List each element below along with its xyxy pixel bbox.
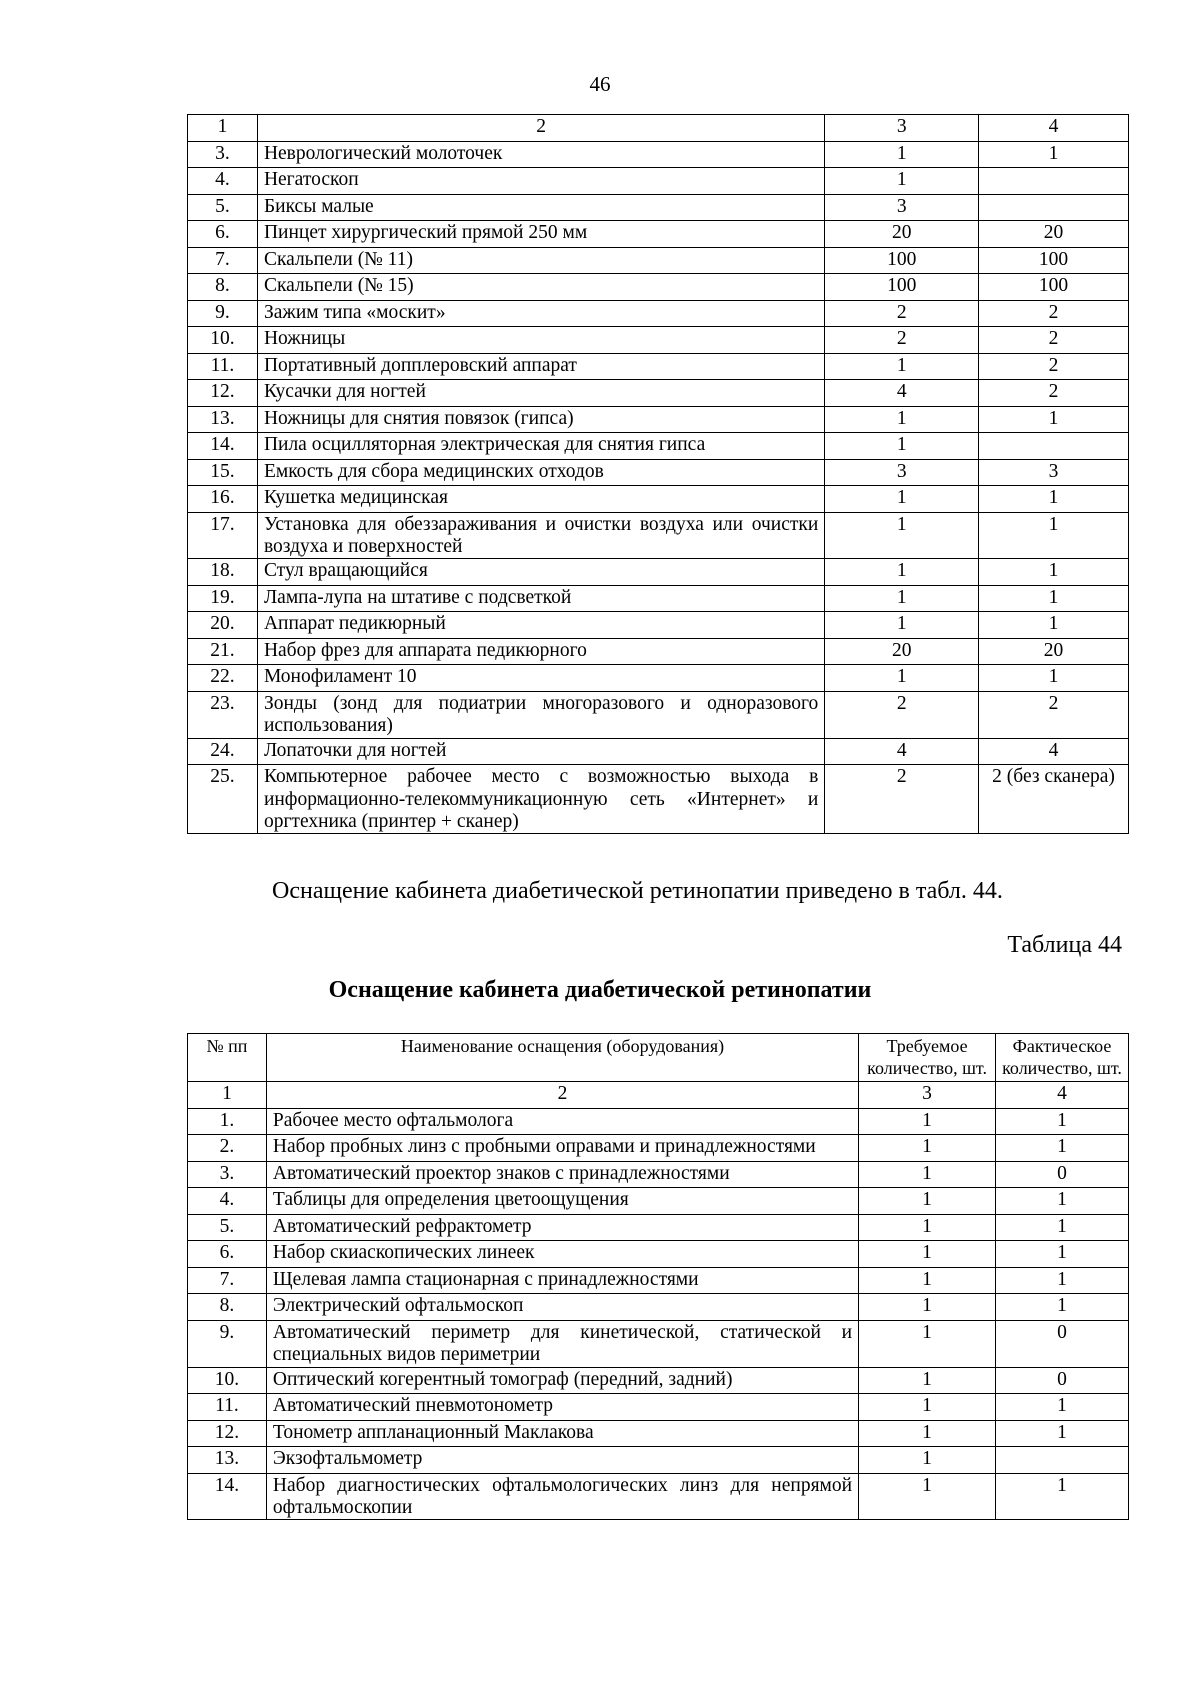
table-row <box>188 274 1129 301</box>
table-row <box>188 1473 1129 1520</box>
row-name: Пила осцилляторная электрическая для снятия гипса <box>257 433 824 460</box>
row-actual: 4 <box>979 738 1129 765</box>
table-row <box>188 738 1129 765</box>
row-number: 11. <box>188 1394 267 1421</box>
row-name: Автоматический рефрактометр <box>266 1214 858 1241</box>
table-row <box>188 300 1129 327</box>
row-required: 2 <box>825 765 979 834</box>
row-number: 13. <box>188 1447 267 1474</box>
row-number: 21. <box>188 638 258 665</box>
row-number: 14. <box>188 433 258 460</box>
row-required: 1 <box>825 406 979 433</box>
table-row <box>188 459 1129 486</box>
row-number: 7. <box>188 247 258 274</box>
page-number: 46 <box>589 72 611 96</box>
table-row <box>188 1188 1129 1215</box>
table-row <box>188 691 1129 738</box>
column-number: 2 <box>266 1082 858 1109</box>
row-required: 1 <box>859 1135 996 1162</box>
row-required: 1 <box>825 168 979 195</box>
row-name: Монофиламент 10 <box>257 665 824 692</box>
header-name: Наименование оснащения (оборудования) <box>266 1034 858 1082</box>
row-name: Кушетка медицинская <box>257 486 824 513</box>
header-number: № пп <box>188 1034 267 1082</box>
row-number: 2. <box>188 1135 267 1162</box>
row-actual: 2 <box>979 380 1129 407</box>
row-name: Лампа-лупа на штативе с подсветкой <box>257 585 824 612</box>
row-number: 12. <box>188 380 258 407</box>
row-required: 1 <box>859 1294 996 1321</box>
table-row <box>188 1320 1129 1367</box>
row-actual: 1 <box>979 406 1129 433</box>
table-row <box>188 247 1129 274</box>
header-actual: Фактическое количество, шт. <box>996 1034 1129 1082</box>
intro-paragraph: Оснащение кабинета диабетической ретинопатии приведено в табл. 44. <box>272 878 1003 904</box>
row-number: 25. <box>188 765 258 834</box>
table-row <box>188 559 1129 586</box>
row-number: 5. <box>188 194 258 221</box>
row-number: 14. <box>188 1473 267 1520</box>
row-actual: 1 <box>996 1214 1129 1241</box>
row-required: 1 <box>825 486 979 513</box>
row-required: 4 <box>825 738 979 765</box>
row-number: 10. <box>188 327 258 354</box>
row-name: Скальпели (№ 11) <box>257 247 824 274</box>
table-row <box>188 194 1129 221</box>
table-row <box>188 512 1129 559</box>
row-required: 1 <box>825 612 979 639</box>
column-number-row <box>188 115 1129 142</box>
row-actual: 20 <box>979 638 1129 665</box>
table-row <box>188 765 1129 834</box>
row-required: 1 <box>825 433 979 460</box>
row-required: 1 <box>859 1394 996 1421</box>
row-name: Аппарат педикюрный <box>257 612 824 639</box>
table-row <box>188 353 1129 380</box>
row-number: 3. <box>188 1161 267 1188</box>
row-name: Стул вращающийся <box>257 559 824 586</box>
header-row <box>188 1034 1129 1082</box>
row-required: 2 <box>825 691 979 738</box>
row-name: Установка для обеззараживания и очистки воздуха или очистки воздуха и поверхностей <box>257 512 824 559</box>
row-number: 13. <box>188 406 258 433</box>
row-required: 1 <box>825 141 979 168</box>
row-required: 1 <box>825 665 979 692</box>
row-name: Набор фрез для аппарата педикюрного <box>257 638 824 665</box>
row-actual: 1 <box>996 1188 1129 1215</box>
row-actual: 2 <box>979 300 1129 327</box>
row-number: 5. <box>188 1214 267 1241</box>
row-number: 16. <box>188 486 258 513</box>
row-actual: 0 <box>996 1367 1129 1394</box>
table-row <box>188 638 1129 665</box>
row-name: Щелевая лампа стационарная с принадлежностями <box>266 1267 858 1294</box>
column-number: 1 <box>188 1082 267 1109</box>
row-name: Негатоскоп <box>257 168 824 195</box>
row-actual: 3 <box>979 459 1129 486</box>
table-row <box>188 406 1129 433</box>
row-number: 8. <box>188 274 258 301</box>
row-actual: 2 (без сканера) <box>979 765 1129 834</box>
row-required: 1 <box>859 1161 996 1188</box>
row-name: Таблицы для определения цветоощущения <box>266 1188 858 1215</box>
row-number: 1. <box>188 1108 267 1135</box>
row-number: 6. <box>188 221 258 248</box>
row-name: Неврологический молоточек <box>257 141 824 168</box>
row-actual <box>979 168 1129 195</box>
row-number: 23. <box>188 691 258 738</box>
row-required: 1 <box>859 1267 996 1294</box>
row-number: 11. <box>188 353 258 380</box>
row-number: 7. <box>188 1267 267 1294</box>
row-required: 1 <box>859 1214 996 1241</box>
row-actual: 0 <box>996 1320 1129 1367</box>
row-name: Автоматический пневмотонометр <box>266 1394 858 1421</box>
row-actual: 2 <box>979 691 1129 738</box>
row-name: Кусачки для ногтей <box>257 380 824 407</box>
column-number: 1 <box>188 115 258 142</box>
row-number: 6. <box>188 1241 267 1268</box>
table-row <box>188 1294 1129 1321</box>
row-actual: 1 <box>979 665 1129 692</box>
row-required: 1 <box>825 353 979 380</box>
row-number: 10. <box>188 1367 267 1394</box>
row-actual <box>979 433 1129 460</box>
row-number: 4. <box>188 1188 267 1215</box>
row-required: 20 <box>825 221 979 248</box>
row-name: Ножницы <box>257 327 824 354</box>
row-required: 1 <box>825 512 979 559</box>
column-number: 4 <box>996 1082 1129 1109</box>
row-number: 19. <box>188 585 258 612</box>
column-number: 2 <box>257 115 824 142</box>
row-number: 15. <box>188 459 258 486</box>
row-name: Набор пробных линз с пробными оправами и принадлежностями <box>266 1135 858 1162</box>
row-name: Ножницы для снятия повязок (гипса) <box>257 406 824 433</box>
row-number: 3. <box>188 141 258 168</box>
row-name: Зонды (зонд для подиатрии многоразового и одноразового использования) <box>257 691 824 738</box>
row-actual: 1 <box>979 585 1129 612</box>
row-actual: 1 <box>979 486 1129 513</box>
table-title: Оснащение кабинета диабетической ретинопатии <box>328 977 872 1003</box>
row-required: 20 <box>825 638 979 665</box>
row-name: Портативный допплеровский аппарат <box>257 353 824 380</box>
row-name: Тонометр аппланационный Маклакова <box>266 1420 858 1447</box>
row-required: 2 <box>825 300 979 327</box>
table-row <box>188 612 1129 639</box>
row-name: Набор диагностических офтальмологических линз для непрямой офтальмоскопии <box>266 1473 858 1520</box>
row-name: Зажим типа «москит» <box>257 300 824 327</box>
row-actual <box>996 1447 1129 1474</box>
row-name: Пинцет хирургический прямой 250 мм <box>257 221 824 248</box>
row-name: Автоматический проектор знаков с принадлежностями <box>266 1161 858 1188</box>
row-number: 17. <box>188 512 258 559</box>
row-required: 3 <box>825 194 979 221</box>
row-actual: 1 <box>996 1267 1129 1294</box>
row-actual: 1 <box>996 1473 1129 1520</box>
table-caption: Таблица 44 <box>1007 932 1122 958</box>
row-required: 3 <box>825 459 979 486</box>
table-row <box>188 1447 1129 1474</box>
table-row <box>188 433 1129 460</box>
table-row <box>188 665 1129 692</box>
table-row <box>188 141 1129 168</box>
row-number: 22. <box>188 665 258 692</box>
table-row <box>188 1161 1129 1188</box>
equipment-table-continued <box>187 114 1129 834</box>
row-required: 1 <box>859 1320 996 1367</box>
row-actual: 1 <box>996 1135 1129 1162</box>
row-actual: 1 <box>996 1394 1129 1421</box>
table-row <box>188 585 1129 612</box>
row-actual: 0 <box>996 1161 1129 1188</box>
row-number: 8. <box>188 1294 267 1321</box>
row-number: 18. <box>188 559 258 586</box>
column-number: 3 <box>859 1082 996 1109</box>
row-number: 20. <box>188 612 258 639</box>
row-required: 100 <box>825 274 979 301</box>
row-name: Компьютерное рабочее место с возможностью выхода в информационно-телекоммуникационную сеть «Интернет» и оргтехника (принтер + сканер) <box>257 765 824 834</box>
row-required: 2 <box>825 327 979 354</box>
row-required: 100 <box>825 247 979 274</box>
row-actual: 1 <box>996 1241 1129 1268</box>
row-actual: 1 <box>979 559 1129 586</box>
row-required: 1 <box>859 1367 996 1394</box>
column-number-row <box>188 1082 1129 1109</box>
retinopathy-equipment-table <box>187 1033 1129 1520</box>
header-required: Требуемое количество, шт. <box>859 1034 996 1082</box>
table-row <box>188 168 1129 195</box>
row-name: Скальпели (№ 15) <box>257 274 824 301</box>
table-row <box>188 327 1129 354</box>
row-name: Оптический когерентный томограф (передний, задний) <box>266 1367 858 1394</box>
table-row <box>188 1108 1129 1135</box>
row-required: 1 <box>859 1447 996 1474</box>
column-number: 4 <box>979 115 1129 142</box>
row-actual: 2 <box>979 353 1129 380</box>
table-row <box>188 1214 1129 1241</box>
row-actual: 100 <box>979 274 1129 301</box>
row-required: 4 <box>825 380 979 407</box>
table-row <box>188 1420 1129 1447</box>
row-required: 1 <box>859 1188 996 1215</box>
table-row <box>188 1135 1129 1162</box>
row-name: Рабочее место офтальмолога <box>266 1108 858 1135</box>
row-actual: 1 <box>996 1420 1129 1447</box>
row-number: 24. <box>188 738 258 765</box>
table-row <box>188 1267 1129 1294</box>
row-actual: 1 <box>996 1294 1129 1321</box>
row-actual <box>979 194 1129 221</box>
table-row <box>188 1367 1129 1394</box>
row-actual: 1 <box>979 512 1129 559</box>
row-number: 12. <box>188 1420 267 1447</box>
row-required: 1 <box>825 585 979 612</box>
table-row <box>188 1241 1129 1268</box>
row-name: Набор скиаскопических линеек <box>266 1241 858 1268</box>
row-name: Емкость для сбора медицинских отходов <box>257 459 824 486</box>
row-name: Электрический офтальмоскоп <box>266 1294 858 1321</box>
row-number: 4. <box>188 168 258 195</box>
table-row <box>188 486 1129 513</box>
row-name: Лопаточки для ногтей <box>257 738 824 765</box>
row-required: 1 <box>859 1473 996 1520</box>
row-required: 1 <box>859 1108 996 1135</box>
row-actual: 1 <box>979 612 1129 639</box>
row-actual: 2 <box>979 327 1129 354</box>
row-name: Автоматический периметр для кинетической, статической и специальных видов периметрии <box>266 1320 858 1367</box>
row-required: 1 <box>825 559 979 586</box>
column-number: 3 <box>825 115 979 142</box>
row-name: Экзофтальмометр <box>266 1447 858 1474</box>
row-number: 9. <box>188 1320 267 1367</box>
row-actual: 1 <box>979 141 1129 168</box>
table-row <box>188 1394 1129 1421</box>
row-required: 1 <box>859 1241 996 1268</box>
table-row <box>188 221 1129 248</box>
row-name: Биксы малые <box>257 194 824 221</box>
row-actual: 100 <box>979 247 1129 274</box>
row-actual: 20 <box>979 221 1129 248</box>
row-actual: 1 <box>996 1108 1129 1135</box>
row-required: 1 <box>859 1420 996 1447</box>
table-row <box>188 380 1129 407</box>
row-number: 9. <box>188 300 258 327</box>
